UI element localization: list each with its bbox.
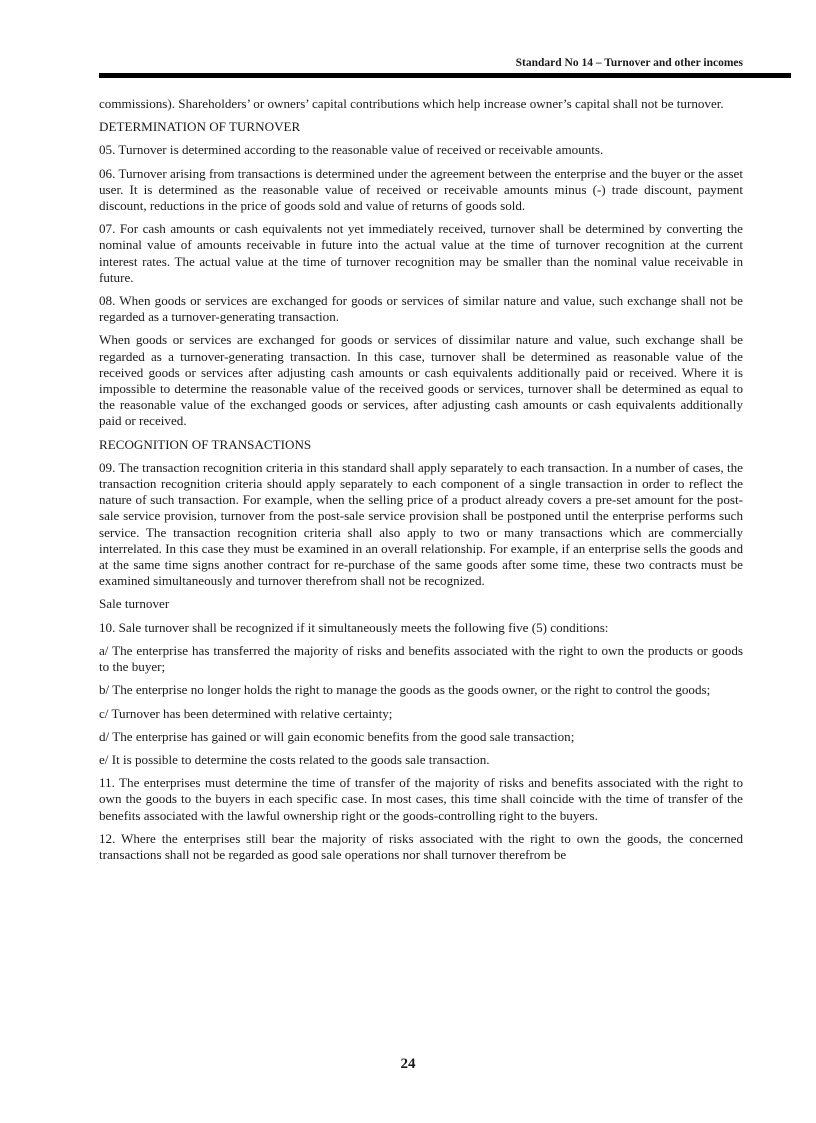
condition-b: b/ The enterprise no longer holds the right to manage the goods as the goods owner, or the right to control the goods; bbox=[99, 682, 711, 698]
section-heading-recognition: RECOGNITION OF TRANSACTIONS bbox=[99, 436, 312, 452]
page-number: 24 bbox=[400, 1056, 416, 1072]
header-rule bbox=[99, 73, 791, 78]
subheading-sale-turnover: Sale turnover bbox=[99, 596, 170, 612]
paragraph-continuation: commissions). Shareholders’ or owners’ capital contributions which help increase owner’s capital shall not be turnover. bbox=[99, 96, 724, 111]
document-body bbox=[99, 96, 743, 870]
paragraph-05: 05. Turnover is determined according to the reasonable value of received or receivable amounts. bbox=[99, 142, 604, 158]
condition-d: d/ The enterprise has gained or will gain economic benefits from the good sale transaction; bbox=[99, 728, 575, 744]
paragraph-08: 08. When goods or services are exchanged for goods or services of similar nature and value, such exchange shall not be regarded as a turnover-generating transaction. bbox=[99, 293, 743, 325]
paragraph-09: 09. The transaction recognition criteria in this standard shall apply separately to each transaction. In a number of cases, the transaction recognition criteria should apply separately to each component of a single transaction in order to reflect the nature of such transaction. For example, when the selling price of a product already covers a pre-set amount for the post-sale service provision, turnover from the post-sale service provision shall be postponed until the enterprise performs such service. The transaction recognition criteria shall also apply to two or many transactions which are commercially interrelated. In this case they must be examined in an overall relationship. For example, if an enterprise sells the goods and at the same time signs another contract for re-purchase of the same goods after some time, these two contracts must be examined simultaneously and turnover therefrom shall not be recognized. bbox=[99, 459, 743, 589]
section-heading-determination: DETERMINATION OF TURNOVER bbox=[99, 119, 301, 135]
condition-e: e/ It is possible to determine the costs related to the goods sale transaction. bbox=[99, 751, 490, 767]
running-header: Standard No 14 – Turnover and other incomes bbox=[515, 57, 743, 69]
paragraph-06: 06. Turnover arising from transactions is determined under the agreement between the enterprise and the buyer or the asset user. It is determined as the reasonable value of received or receivable amounts minus (-) trade discount, payment discount, reductions in the price of goods sold and value of returns of goods sold. bbox=[99, 165, 743, 214]
paragraph-08-continued: When goods or services are exchanged for goods or services of dissimilar nature and value, such exchange shall be regarded as a turnover-generating transaction. In this case, turnover shall be determined as reasonable value of the received goods or services after adjusting cash amounts or cash equivalents additionally paid or received. Where it is impossible to determine the reasonable value of the received goods or services, turnover shall be determined as equal to the reasonable value of the exchanged goods or services, after adjusting cash amounts or cash equivalents additionally paid or received. bbox=[99, 332, 743, 429]
condition-c: c/ Turnover has been determined with relative certainty; bbox=[99, 705, 393, 721]
paragraph-07: 07. For cash amounts or cash equivalents not yet immediately received, turnover shall be determined by converting the nominal value of amounts receivable in future into the actual value at the time of turnover recognition at the current interest rates. The actual value at the time of turnover recognition may be smaller than the nominal value receivable in future. bbox=[99, 221, 743, 285]
paragraph-12: 12. Where the enterprises still bear the majority of risks associated with the right to own the goods, the concerned transactions shall not be regarded as good sale operations nor shall turnover therefrom be bbox=[99, 830, 743, 862]
condition-a: a/ The enterprise has transferred the majority of risks and benefits associated with the right to own the products or goods to the buyer; bbox=[99, 642, 743, 675]
paragraph-11: 11. The enterprises must determine the time of transfer of the majority of risks and benefits associated with the right to own the goods to the buyers in each specific case. In most cases, this time shall coincide with the time of transfer of the benefits associated with the lawful ownership right or the goods-controlling right to the buyers. bbox=[99, 775, 743, 823]
paragraph-10: 10. Sale turnover shall be recognized if it simultaneously meets the following five (5) conditions: bbox=[99, 619, 609, 635]
